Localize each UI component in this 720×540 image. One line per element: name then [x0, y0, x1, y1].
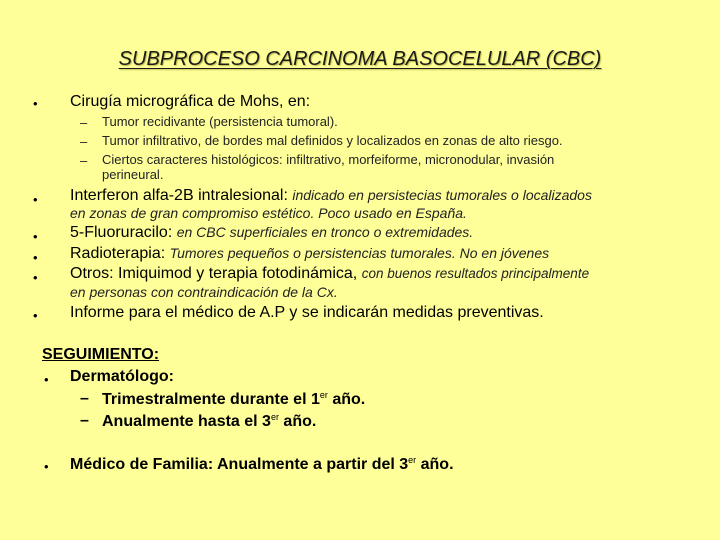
- item-radioterapia: [70, 245, 549, 263]
- bullet-marker: •: [33, 192, 38, 207]
- followup-anual: [102, 412, 316, 431]
- bullet-marker: •: [44, 372, 49, 387]
- followup-medico-familia: [70, 455, 454, 474]
- text-segment: Médico de Familia: Anualmente a partir del 3: [70, 456, 409, 473]
- ordinal-superscript: er: [408, 455, 417, 465]
- item-main: Interferon alfa-2B intralesional:: [70, 187, 288, 204]
- item-main: 5-Fluoruracilo:: [70, 224, 173, 241]
- dash-marker: –: [80, 134, 88, 149]
- item-main: Otros: Imiquimod y terapia fotodinámica,: [70, 265, 358, 282]
- item-mohs: Cirugía micrográfica de Mohs, en:: [70, 93, 311, 110]
- page-title: SUBPROCESO CARCINOMA BASOCELULAR (CBC): [118, 48, 602, 70]
- bullet-marker: •: [33, 96, 38, 111]
- item-otros: [70, 265, 589, 283]
- ordinal-superscript: er: [319, 390, 328, 400]
- mohs-subitem: Tumor recidivante (persistencia tumoral).: [102, 114, 338, 129]
- mohs-subitem: Ciertos caracteres histológicos: infiltrativo, morfeiforme, micronodular, invasión: [102, 152, 555, 167]
- bullet-marker: •: [33, 308, 38, 323]
- text-segment: año.: [278, 413, 317, 430]
- mohs-subitem: Tumor infiltrativo, de bordes mal definidos y localizados en zonas de alto riesgo.: [102, 133, 563, 148]
- ordinal-superscript: er: [270, 412, 279, 422]
- mohs-subitem: perineural.: [102, 167, 164, 182]
- bullet-marker: •: [33, 270, 38, 285]
- dash-marker: –: [80, 115, 88, 130]
- dash-marker: –: [80, 390, 89, 407]
- item-informe: Informe para el médico de A.P y se indicarán medidas preventivas.: [70, 304, 544, 321]
- dash-marker: –: [80, 153, 88, 168]
- item-detail-cont: en zonas de gran compromiso estético. Poco usado en España.: [70, 205, 467, 221]
- item-detail: en CBC superficiales en tronco o extremidades.: [176, 224, 474, 240]
- item-main: Radioterapia:: [70, 245, 166, 262]
- item-fluoruracilo: [70, 224, 473, 242]
- dash-marker: –: [80, 412, 89, 429]
- text-segment: Anualmente hasta el 3: [102, 413, 271, 430]
- text-segment: año.: [327, 391, 366, 408]
- item-detail: Tumores pequeños o persistencias tumorales. No en jóvenes: [169, 245, 550, 261]
- followup-trimestral: [102, 390, 365, 409]
- bullet-marker: •: [33, 250, 38, 265]
- followup-dermatologo: Dermatólogo:: [70, 368, 174, 385]
- followup-heading: SEGUIMIENTO:: [42, 346, 160, 363]
- text-segment: Trimestralmente durante el 1: [102, 391, 320, 408]
- bullet-marker: •: [33, 229, 38, 244]
- bullet-marker: •: [44, 459, 49, 474]
- item-detail: indicado en persistecias tumorales o localizados: [292, 187, 592, 203]
- item-interferon: [70, 187, 592, 205]
- text-segment: año.: [416, 456, 454, 473]
- item-detail: con buenos resultados principalmente: [361, 266, 590, 281]
- item-detail-cont: en personas con contraindicación de la Cx.: [70, 284, 338, 300]
